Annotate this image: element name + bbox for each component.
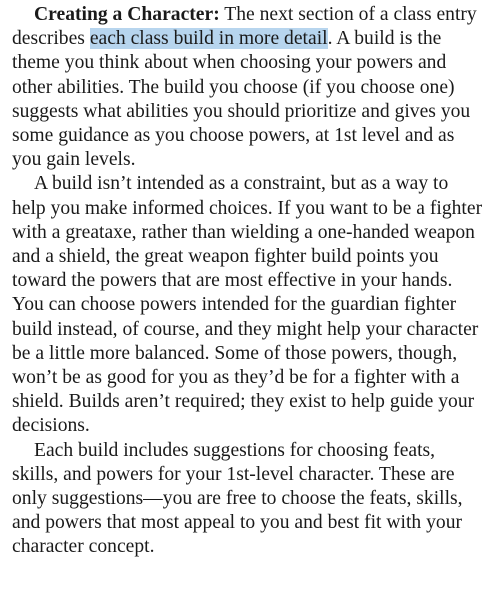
paragraph-text: . A build is the theme you think about when choosing your powers and other abilities. The build you choose (if you choose one) suggests what abilities you should prioritize and gives you some guidance as you choose powers, at 1st level and as you gain levels. [12, 28, 471, 171]
paragraph-creating-a-character [12, 3, 483, 172]
paragraph-build-suggestions: Each build includes suggestions for choosing feats, skills, and powers for your 1st-level character. These are only suggestions—you are free to choose the feats, skills, and powers that most appeal to you and best fit with your character concept. [12, 439, 463, 558]
section-heading: Creating a Character: [34, 4, 220, 25]
highlighted-text[interactable]: each class build in more detail [89, 28, 328, 50]
paragraph-build-not-constraint: A build isn’t intended as a constraint, but as a way to help you make informed choices. If you want to be a fighter with a greataxe, rather than wielding a one-handed weapon and a shield, the great weapon fighter build points you toward the powers that are most effective in your hands. You can choose powers intended for the guardian fighter build instead, of course, and they might help your character be a little more balanced. Some of those powers, though, won’t be as good for you as they’d be for a fighter with a shield. Builds aren’t required; they exist to help guide your decisions. [12, 173, 483, 437]
paragraph-text: The next section of a class entry describes [12, 4, 477, 50]
